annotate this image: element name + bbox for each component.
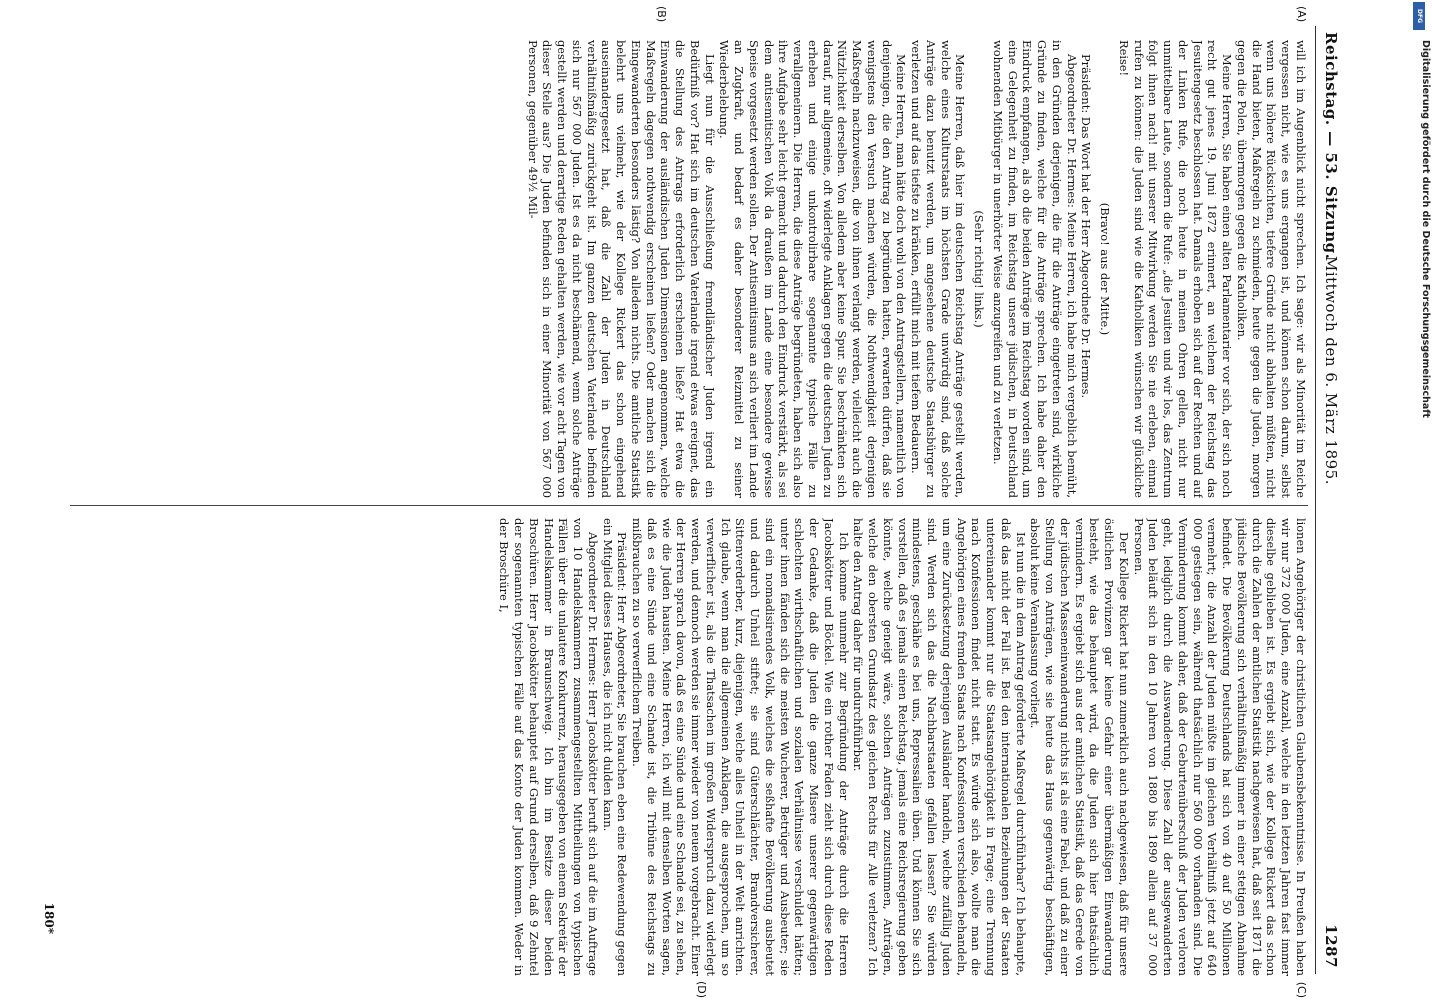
page-header xyxy=(1315,26,1342,974)
paragraph: Präsident: Das Wort hat der Herr Abgeordnete Dr. Hermes. xyxy=(1079,54,1094,399)
page-number: 1287 xyxy=(1322,924,1340,968)
margin-mark-a: (A) xyxy=(1295,6,1308,23)
scanned-page xyxy=(30,0,1360,1000)
margin-mark-b: (B) xyxy=(655,6,668,23)
paragraph: Ich komme nunmehr zur Begründung der Anträge durch die Herren Jacobskötter und Böckel. Wie ein rother Faden zieht sich durch diese Reden der Gedanke, daß die Juden die ganze Misere unserer gegenwärtigen schlechten wirthschaftlichen und sozialen Verhältnisse verschuldet hätten; unter ihnen fänden sich die meisten Wucherer, Betrüger und Ausbeuter; sie sind ein nomadisirendes Volk, welches die seßhafte Bevölkerung ausbeutet und dadurch Unheil stiftet; sie sind Güterschlächter, Brandversicherer, Sittenverderber, kurz, diejenigen, welche alles Unheil in der Welt anrichten. Ich glaube, wenn man die allgemeinen Anklagen, die ausgesprochen, um so verwerflicher ist, als die Thatsachen im großen Widerspruch dazu widerlegt werden, und dennoch werden sie immer wieder von neuem vorgebracht. Einer der Herren sprach davon, daß es eine Sünde und eine Schande sei, zu sehen, wie die Juden hausten. Meine Herren, ich will mit denselben Worten sagen, daß es eine Sünde und eine Schande ist, die Tribüne des Reichstags zu mißbrauchen zu so verwerflichem Treiben. xyxy=(630,518,851,976)
right-column xyxy=(40,518,1308,976)
header-session: Reichstag. — 53. Sitzung. xyxy=(1322,32,1340,260)
paragraph: Ist nun die in dem Antrag geforderte Maßregel durchführbar? Ich behaupte, daß das nicht der Fall ist. Bei den internationalen Beziehungen der Staaten untereinander kommt nur die Staatsangehörigkeit in Frage; eine Trennung nach Konfessionen findet nicht statt. Es würde sich also, wollte man die Angehörigen eines fremden Staats nach Konfessionen verschieden behandeln, um eine Zurücksetzung derjenigen Ausländer handeln, welche zufällig Juden sind. Werden sich das die Nachbarstaaten gefallen lassen? Sie würden mindestens, geschähe es bei uns, Repressalien üben. Und können Sie sich vorstellen, daß es jemals einen Reichstag, jemals eine Reichsregierung geben könnte, welche geneigt wäre, solchen Anträgen zuzustimmen, Anträgen, welche den obersten Grundsatz des gleichen Rechts für Alle verletzen? Ich halte den Antrag daher für undurchführbar. xyxy=(851,518,1028,976)
header-date: Mittwoch den 6. März 1895. xyxy=(1322,256,1340,485)
paragraph: Meine Herren, man hätte doch wohl von den Antragstellern, namentlich von denjenigen, die den Antrag zu begründen hatten, erwarten dürfen, daß sie wenigstens den Versuch machen würden, die Nothwendigkeit derjenigen Maßregeln nachzuweisen, die von ihnen verlangt werden, vielleicht auch die Nützlichkeit derselben. Von alledem aber keine Spur. Sie beschränkten sich darauf, nur allgemeine, oft widerlegte Anklagen gegen die deutschen Juden zu erheben und einige unkontrolirbare sogenannte typische Fälle zu verallgemeinern. Die Herren, die diese Anträge begründeten, haben sich also ihre Aufgabe sehr leicht gemacht und dadurch den Eindruck verstärkt, als sei dem antisemitischen Volk da draußen im Lande eine besondere gewisse Speise vorgesetzt werden sollen. Der Antisemitismus an sich verliert im Lande an Zugkraft, und bedarf es daher besonderer Reizmittel zu seiner Wiederbelebung. xyxy=(717,40,909,498)
paragraph: Meine Herren, Sie haben einen alten Parlamentarier vor sich, der sich noch recht gut jenes 19. Juni 1872 erinnert, an welchem der Reichstag das Jesuitengesetz beschlossen hat. Damals erhoben sich auf der Rechten und auf der Linken Rufe, die noch heute in meinen Ohren gellen, nicht nur unmittelbare Laute, sondern die Rufe: „die Jesuiten und wir los, das Zentrum folgt ihnen nach! mit unserer Mitwirkung werden Sie nie erleben, einmal rufen zu können: die Juden sind wie die Katholiken wünschen wir glückliche Reise! xyxy=(1117,40,1235,498)
margin-mark-d: (D) xyxy=(695,980,708,998)
paragraph: Der Kollege Rickert hat nun zumerklich auch nachgewiesen, daß für unsere östlichen Provinzen gar keine Gefahr einer übermäßigen Einwanderung besteht, wie das behauptet wird, da die Juden sich hier thatsächlich vermindern. Es ergiebt sich aus der amtlichen Statistik, daß das Gerede von der jüdischen Masseneinwanderung nichts ist als eine Fabel, und daß zu einer Stellung von Anträgen, wie sie heute das Haus gegenwärtig beschäftigen, absolut keine Veranlassung vorliegt. xyxy=(1028,518,1131,976)
interjection: (Sehr richtig! links.) xyxy=(972,210,987,328)
text-columns xyxy=(40,6,1308,998)
paragraph: Meine Herren, daß hier im deutschen Reichstag Anträge gestellt werden, welche eines Kulturstaats im höchsten Grade unwürdig sind, daß solche Anträge dazu benutzt werden, um angesehene deutsche Staatsbürger zu verletzen und auf das tiefste zu kränken, erfüllt mich mit tiefem Bedauern. xyxy=(909,40,968,498)
column-divider xyxy=(70,505,1308,506)
margin-mark-c: (C) xyxy=(1295,981,1308,998)
signature-mark: 180* xyxy=(42,902,56,934)
dfg-logo: DFG xyxy=(1413,2,1425,30)
paragraph: Abgeordneter Dr. Hermes: Meine Herren, ich habe mich vergeblich bemüht, in den Gründen derjenigen, die für die Anträge eingetreten sind, wirkliche Gründe zu finden, welche für die Anträge sprechen. Ich habe daher den Eindruck empfangen, als ob die beiden Anträge im Reichstag worden sind, um eine Gelegenheit zu finden, im Reichstag unsere jüdischen, in Deutschland wohnenden Mitbürger in unerhörter Weise anzugreifen und zu verletzen. xyxy=(991,40,1079,498)
digitization-credit: Digitalisierung gefördert durch die Deutsche Forschungsgemeinschaft xyxy=(1420,40,1431,418)
interjection: (Bravo! aus der Mitte.) xyxy=(1098,202,1113,336)
paragraph: will ich im Augenblick nicht sprechen. Ich sage: wir als Minorität im Reiche vergessen nicht, wie es uns ergangen ist, und können schon darum, selbst wenn uns höhere Rücksichten, tiefere Gründe nicht abhalten müßten, nicht die Hand bieten, Maßregeln zu schmieden, heute gegen die Juden, morgen gegen die Polen, übermorgen gegen die Katholiken. xyxy=(1235,40,1308,498)
paragraph: Präsident: Herr Abgeordneter, Sie brauchen eben eine Redewendung gegen ein Mitglied dieses Hauses, die ich nicht dulden kann. xyxy=(600,518,630,976)
digitization-credit-strip xyxy=(1406,0,1432,1000)
paragraph: Abgeordneter Dr. Hermes: Herr Jacobskötter beruft sich auf die im Auftrage von 10 Handelskammern zusammengestellten Mittheilungen von typischen Fällen über die unlautere Konkurrenz, herausgegeben von einem Sekretär der Handelskammer in Braunschweig. Ich bin im Besitze dieser beiden Broschüren. Herr Jacobskötter behauptet auf Grund derselben, daß 9 Zehntel der sogenannten typischen Fälle auf das Konto der Juden kommen. Weder in der Broschüre I, xyxy=(497,518,600,976)
left-column xyxy=(40,40,1308,498)
paragraph: Liegt nun für die Ausschließung fremdländischer Juden irgend ein Bedürfniß vor? Hat sich im deutschen Vaterlande irgend etwas ereignet, das die Stellung des Antrags erforderlich erscheinen ließe? Hat etwa die Einwanderung der ausländischen Juden Dimensionen angenommen, welche Maßregeln dagegen nothwendig erscheinen ließen? Oder machen sich die Eingewanderten besonders lästig? Von alledem nichts. Die amtliche Statistik belehrt uns vielmehr, wie der Kollege Rickert das schon eingehend auseinandergesetzt hat, daß die Zahl der Juden in Deutschland verhältnißmäßig zurückgeht ist. Im ganzen deutschen Vaterlande befinden sich nur 567 000 Juden. Ist es da nicht beschämend, wenn solche Anträge gestellt werden und derartige Reden gehalten werden, wie vor acht Tagen von dieser Stelle aus? Die Juden befinden sich in einer Minorität von 567 000 Personen, gegenüber 49½ Mil- xyxy=(525,40,717,498)
paragraph: lionen Angehöriger der christlichen Glaubensbekenntnisse. In Preußen haben wir nur 372 000 Juden, eine Anzahl, welche in den letzten Jahren fast immer dieselbe geblieben ist. Es ergiebt sich, wie der Kollege Rickert das schon durch die Zahlen der amtlichen Statistik nachgewiesen hat, daß seit 1871 die jüdische Bevölkerung sich verhältnißmäßig immer in einer stetigen Abnahme befindet. Die Bevölkerung Deutschlands hat sich von 40 auf 50 Millionen vermehrt; die Anzahl der Juden müßte im gleichen Verhältniß jetzt auf 640 000 gestiegen sein, während thatsächlich nur 560 000 vorhanden sind. Die Verminderung kommt daher, daß der Geburtenüberschuß der Juden verloren geht, lediglich durch die Auswanderung. Diese Zahl der ausgewanderten Juden beläuft sich in den 10 Jahren von 1880 bis 1890 allein auf 37 000 Personen. xyxy=(1131,518,1308,976)
